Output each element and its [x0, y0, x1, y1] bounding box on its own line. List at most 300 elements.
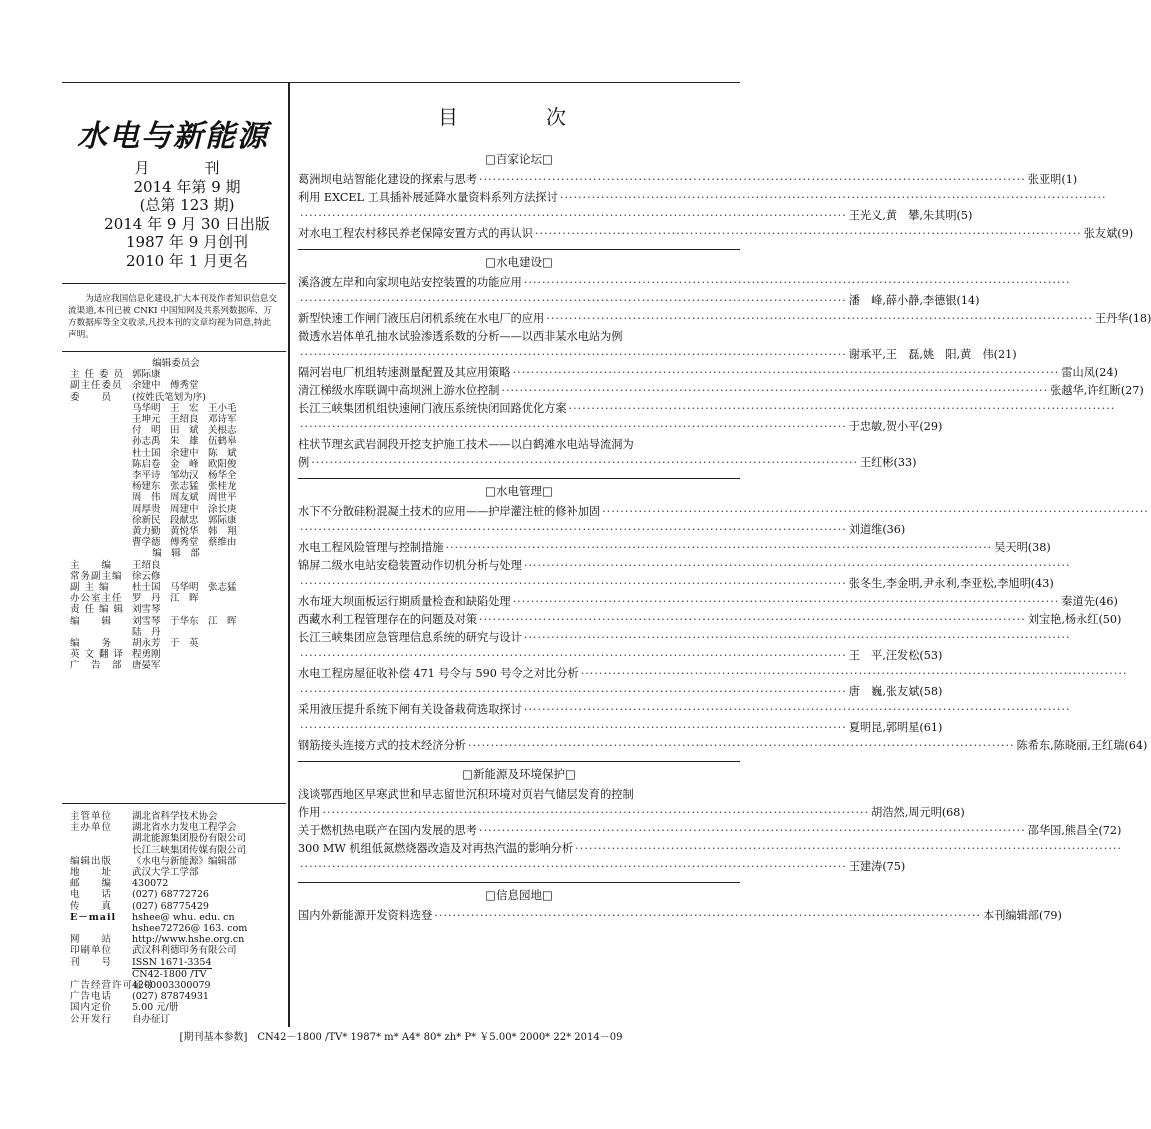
leader-dots: ························································································································ [512, 595, 1060, 608]
leader-dots: ························································································································ [300, 294, 847, 307]
board-role [70, 481, 132, 492]
leader-dots: ························································································································ [434, 909, 982, 922]
issue-line: 2010 年 1 月更名 [125, 251, 249, 270]
dept-role: 广 告 部 [70, 660, 123, 672]
board-role [70, 470, 132, 481]
toc-line [298, 328, 740, 346]
board-row [70, 380, 282, 391]
board-row [70, 369, 282, 380]
leader-dots: ························································································································ [300, 348, 847, 361]
toc-line [298, 400, 1116, 418]
toc-entry[interactable] [298, 629, 1071, 665]
toc-line [298, 346, 1017, 364]
board-heading: 编辑委员会 [152, 358, 200, 369]
info-label: 邮 编 [70, 878, 113, 890]
publication-info [70, 811, 284, 1025]
dept-role: 副 主 编 [70, 582, 110, 594]
board-members: 马华明 王 宏 王小毛 [132, 402, 237, 414]
toc-section-heading: □信息园地□ [298, 882, 740, 907]
board-members: (按姓氏笔划为序) [132, 391, 206, 403]
info-value: hshee72726@ 163. com [132, 923, 248, 935]
dept-row [70, 560, 282, 571]
board-role [70, 403, 132, 414]
board-members: 徐新民 段献忠 郭际康 [132, 514, 237, 526]
toc-entry-authors-page: 秦道先(46) [1061, 595, 1118, 608]
leader-dots: ························································································································ [575, 842, 1122, 855]
toc-line [298, 683, 943, 701]
toc-entry-title: 长江三峡集团机组快速闸门液压系统快闭回路优化方案 [298, 402, 567, 415]
toc-entry-authors-page: 刘宝艳,杨永红(50) [1027, 613, 1122, 626]
dept-row [70, 593, 282, 604]
dept-members: 杜士国 马华明 张志猛 [132, 582, 237, 594]
dept-members: 唐晏军 [132, 660, 161, 672]
info-row [70, 878, 284, 889]
toc-line [298, 719, 943, 737]
info-label: E－mail [70, 911, 117, 923]
leader-dots: ························································································································ [546, 312, 1093, 325]
info-row [70, 822, 284, 833]
toc-entry[interactable] [298, 701, 1071, 737]
leader-dots: ························································································································ [479, 613, 1026, 626]
info-value: hshee@ whu. edu. cn [132, 911, 235, 923]
toc-line [298, 665, 1128, 683]
toc-line [298, 274, 1071, 292]
board-members: 杨建东 张志猛 张桂龙 [132, 481, 237, 493]
issue-info [102, 159, 272, 270]
board-members: 陈启卷 金 峰 欧阳俊 [132, 458, 237, 470]
info-value: 5.00 元/册 [132, 1002, 179, 1014]
dept-members: 王绍良 [132, 559, 161, 571]
info-row [70, 901, 284, 912]
info-label: 地 址 [70, 867, 113, 879]
board-members: 余建中 傅秀堂 [132, 380, 199, 392]
info-label: 主管单位 [70, 811, 113, 822]
toc-line [298, 364, 1118, 382]
board-members: 曹学德 傅秀堂 蔡维由 [132, 537, 237, 549]
leader-dots: ························································································································ [580, 667, 1128, 680]
toc-entry-authors-page: 谢承平,王 磊,姚 阳,黄 伟(21) [848, 348, 1017, 361]
board-row [70, 470, 282, 481]
toc-line [298, 593, 1118, 611]
toc-entry-title: 锦屏二级水电站安稳装置动作切机分析与处理 [298, 559, 522, 572]
toc-entry[interactable] [298, 822, 1122, 840]
info-value: 湖北省水力发电工程学会 [132, 822, 237, 834]
dept-role: 英 文 翻 译 [70, 649, 125, 661]
leader-dots: ························································································································ [322, 806, 870, 819]
board-role [70, 436, 132, 447]
toc-entry-title: 300 MW 机组低氮燃烧器改造及对再热汽温的影响分析 [298, 842, 574, 855]
dept-role: 常务副主编 [70, 570, 123, 582]
toc-line [298, 557, 1071, 575]
info-row [70, 856, 284, 867]
toc-entry-authors-page: 刘道维(36) [848, 523, 906, 536]
leader-dots: ························································································································ [300, 860, 847, 873]
toc-line [298, 189, 1107, 207]
toc-entry[interactable] [298, 436, 917, 472]
info-label: 电 话 [70, 889, 113, 901]
journal-logo: 水电与新能源 [77, 119, 269, 154]
issue-line: 月 刊 [134, 159, 240, 177]
board-row [70, 403, 282, 414]
leader-dots: ························································································································ [501, 384, 1049, 397]
toc-line [298, 786, 740, 804]
toc-entry-title: 浅谈鄂西地区早寒武世和早志留世沉积环境对页岩气储层发育的控制 [298, 788, 634, 801]
column-divider [288, 83, 290, 1027]
leader-dots: ························································································································ [479, 824, 1026, 837]
info-row [70, 969, 284, 980]
info-value: 4200003300079 [132, 980, 211, 992]
board-row [70, 414, 282, 425]
leader-dots: ························································································································ [523, 703, 1071, 716]
board-role [70, 537, 132, 548]
toc-entry-title: 利用 EXCEL 工具插补展延降水量资料系列方法探讨 [298, 191, 558, 204]
toc-line [298, 737, 1148, 755]
toc-entry[interactable] [298, 611, 1122, 629]
dept-members: 陆 丹 [132, 626, 161, 638]
info-label: 广告经营许可证号 [70, 980, 155, 992]
toc-entry-authors-page: 吴天明(38) [994, 541, 1051, 554]
toc-line [298, 454, 917, 472]
dept-members: 刘雪琴 [132, 604, 161, 616]
info-value: 自办征订 [132, 1013, 171, 1025]
board-role [70, 459, 132, 470]
toc-entry-title: 溪洛渡左岸和向家坝电站安控装置的功能应用 [298, 276, 522, 289]
info-label [70, 845, 132, 856]
toc-line [298, 225, 1134, 243]
dept-role: 编 辑 [70, 615, 113, 627]
board-row [70, 436, 282, 447]
toc-entry[interactable] [298, 310, 1151, 328]
toc-line [298, 629, 1071, 647]
dept-row [70, 649, 282, 660]
toc-entry[interactable] [298, 189, 1107, 225]
copyright-notice: 为适应我国信息化建设,扩大本刊及作者知识信息交流渠道,本刊已被 CNKI 中国知网及共系列数据库、万方数据库等全文收录,凡投本刊的文章均视为同意,特此声明。 [68, 294, 277, 340]
leader-dots: ························································································································ [467, 739, 1015, 752]
leader-dots: ························································································································ [300, 209, 847, 222]
toc-entry-authors-page: 雷山凤(24) [1061, 366, 1118, 379]
toc-line [298, 907, 1062, 925]
toc-entry[interactable] [298, 225, 1134, 243]
board-row [70, 537, 282, 548]
board-members: 黄力勤 黄悦华 韩 翔 [132, 526, 237, 538]
info-label: 网 站 [70, 934, 113, 946]
issue-line: 2014 年 9 月 30 日出版 [104, 214, 270, 233]
dept-members: 程勇刚 [132, 649, 161, 661]
info-value: 《水电与新能源》编辑部 [132, 855, 237, 867]
toc-line [298, 418, 943, 436]
toc-entry-authors-page: 潘 峰,薛小静,李德银(14) [848, 294, 980, 307]
dept-row [70, 660, 282, 671]
toc-entry-title: 采用液压提升系统下闸有关设备栽荷选取探讨 [298, 703, 522, 716]
info-row [70, 889, 284, 900]
toc-entry-title: 水下不分散硅粉混凝土技术的应用——护岸灌注桩的修补加固 [298, 505, 601, 518]
info-value: CN42-1800 /TV [132, 968, 207, 980]
info-value: 湖北能源集团股份有限公司 [132, 833, 247, 845]
toc-entry[interactable] [298, 364, 1118, 382]
info-label: 刊 号 [70, 956, 113, 968]
info-row [70, 845, 284, 856]
board-members: 杜士国 余建中 陈 斌 [132, 447, 237, 459]
toc-entry[interactable] [298, 557, 1071, 593]
leader-dots: ························································································································ [300, 685, 847, 698]
toc-line [298, 575, 1054, 593]
toc-entry-title: 西藏水利工程管理存在的问题及对策 [298, 613, 478, 626]
toc-line [298, 858, 906, 876]
board-row [70, 515, 282, 526]
info-row [70, 912, 284, 923]
board-members: 付 明 田 斌 关根志 [132, 425, 237, 437]
issue-line: 1987 年 9 月创刊 [125, 233, 249, 251]
dept-row [70, 571, 282, 582]
board-role [70, 425, 132, 436]
info-value: 武汉大学工学部 [132, 867, 199, 879]
toc-line [298, 503, 1149, 521]
info-row [70, 923, 284, 934]
board-members: 周厚贵 周建中 涂长庚 [132, 503, 237, 515]
info-row [70, 1014, 284, 1025]
info-value: (027) 68772726 [132, 889, 209, 901]
board-row [70, 492, 282, 503]
toc-entry-title: 钢筋接头连接方式的技术经济分析 [298, 739, 466, 752]
toc-entry-title: 例 [298, 456, 310, 469]
toc-entry-title: 水布垭大坝面板运行期质量检查和缺陷处理 [298, 595, 511, 608]
toc-section-heading: □水电建设□ [298, 249, 740, 274]
board-role [70, 492, 132, 503]
dept-row [70, 616, 282, 627]
toc-entry-title: 清江梯级水库联调中高坝洲上游水位控制 [298, 384, 500, 397]
toc-line [298, 539, 1051, 557]
dept-role: 责 任 编 辑 [70, 604, 125, 616]
leader-dots [634, 786, 740, 804]
board-members: 周 伟 周友斌 周世平 [132, 492, 237, 504]
dept-role: 办公室主任 [70, 593, 123, 605]
toc-section-heading: □百家论坛□ [485, 152, 553, 166]
toc-line [298, 521, 906, 539]
divider [62, 803, 286, 804]
board-role [70, 526, 132, 537]
toc-entry-authors-page: 胡浩然,周元明(68) [871, 806, 965, 819]
leader-dots [634, 436, 740, 454]
toc-entry-title: 新型快速工作闸门液压启闭机系统在水电厂的应用 [298, 312, 545, 325]
info-label: 传 真 [70, 900, 113, 912]
toc-entry[interactable] [298, 593, 1118, 611]
dept-role [70, 627, 132, 638]
board-role: 主 任 委 员 [70, 369, 125, 381]
toc-line [298, 611, 1122, 629]
info-row [70, 980, 284, 991]
toc-entry-title: 作用 [298, 806, 321, 819]
toc-entry-authors-page: 王丹华(18) [1094, 312, 1151, 325]
leader-dots: ························································································································ [300, 577, 847, 590]
leader-dots [622, 328, 740, 346]
leader-dots: ························································································································ [512, 366, 1060, 379]
info-label: 广告电话 [70, 991, 113, 1003]
info-label [70, 969, 132, 980]
toc-entry-authors-page: 邵华国,熊昌全(72) [1027, 824, 1122, 837]
toc-entry-authors-page: 夏明昆,郭明星(61) [848, 721, 943, 734]
dept-members: 罗 丹 江 晖 [132, 593, 199, 605]
leader-dots: ························································································································ [568, 402, 1116, 415]
info-label: 公开发行 [70, 1013, 113, 1025]
toc-line [298, 701, 1071, 719]
board-role [70, 448, 132, 459]
toc-entry-authors-page: 王建涛(75) [848, 860, 906, 873]
toc-entry-authors-page: 王光义,黄 攀,朱其明(5) [848, 209, 973, 222]
leader-dots: ························································································································ [300, 523, 847, 536]
toc-entry-title: 国内外新能源开发资料选登 [298, 909, 433, 922]
toc-line [298, 804, 965, 822]
toc-line [298, 310, 1151, 328]
toc-line [298, 382, 1144, 400]
toc-line [298, 292, 980, 310]
info-value: 430072 [132, 878, 169, 890]
dept-role: 主 编 [70, 559, 113, 571]
info-label: 编辑出版 [70, 855, 113, 867]
info-row [70, 991, 284, 1002]
toc-entry[interactable] [298, 737, 1148, 755]
leader-dots: ························································································································ [311, 456, 858, 469]
editorial-board [70, 358, 282, 672]
toc-section-heading: □水电管理□ [298, 478, 740, 503]
board-row [70, 448, 282, 459]
toc-entry[interactable] [298, 328, 1017, 364]
toc-entry[interactable] [298, 274, 1071, 310]
toc-entry-title: 对水电工程农村移民养老保障安置方式的再认识 [298, 227, 533, 240]
board-row [70, 425, 282, 436]
info-row [70, 867, 284, 878]
toc-title: 目 次 [438, 105, 600, 129]
toc-entry-title: 水电工程房屋征收补偿 471 号令与 590 号令之对比分析 [298, 667, 579, 680]
toc-entry-authors-page: 王红彬(33) [859, 456, 917, 469]
leader-dots: ························································································································ [300, 420, 847, 433]
leader-dots: ························································································································ [523, 559, 1071, 572]
toc-line [298, 822, 1122, 840]
toc-entry-title: 长江三峡集团应急管理信息系统的研究与设计 [298, 631, 522, 644]
toc-entry-authors-page: 张友斌(9) [1083, 227, 1134, 240]
toc-entry-title: 隔河岩电厂机组转速测量配置及其应用策略 [298, 366, 511, 379]
toc-entry-title: 关于燃机热电联产在国内发展的思考 [298, 824, 478, 837]
info-value: ISSN 1671-3354 [132, 956, 212, 968]
toc-entry[interactable] [298, 665, 1128, 701]
board-row [70, 392, 282, 403]
board-members: 孙志禹 朱 雄 伍鹤皋 [132, 436, 237, 448]
masthead-column [62, 83, 286, 1027]
toc-entry-title: 水电工程风险管理与控制措施 [298, 541, 444, 554]
toc-entry[interactable] [298, 503, 1149, 539]
toc-entry[interactable] [298, 786, 965, 822]
board-role: 副主任委员 [70, 380, 123, 392]
info-label [70, 833, 132, 844]
toc-entry[interactable] [298, 840, 1122, 876]
toc-line [298, 436, 740, 454]
leader-dots: ························································································································ [445, 541, 993, 554]
dept-heading: 编 辑 部 [152, 548, 200, 560]
leader-dots: ························································································································ [300, 649, 847, 662]
toc-entry-authors-page: 张亚明(1) [1027, 173, 1078, 186]
dept-row [70, 638, 282, 649]
dept-row [70, 582, 282, 593]
toc-line [298, 647, 943, 665]
info-row [70, 945, 284, 956]
toc-entry-authors-page: 于忠敏,贺小平(29) [848, 420, 943, 433]
page-frame [62, 82, 1151, 1027]
board-members: 李平诗 邹幼汉 杨华全 [132, 470, 237, 482]
leader-dots: ························································································································ [479, 173, 1026, 186]
toc-entry-title: 柱状节理玄武岩洞段开挖支护施工技术——以白鹤滩水电站导流洞为 [298, 438, 634, 451]
info-label: 主办单位 [70, 822, 113, 834]
dept-members: 刘雪琴 于华东 江 晖 [132, 615, 237, 627]
dept-row [70, 627, 282, 638]
board-role [70, 504, 132, 515]
leader-dots: ························································································································ [602, 505, 1149, 518]
toc-entry[interactable] [298, 171, 1078, 189]
info-label: 国内定价 [70, 1002, 113, 1014]
info-value: (027) 68775429 [132, 900, 209, 912]
leader-dots: ························································································································ [534, 227, 1082, 240]
dept-members: 徐云修 [132, 570, 161, 582]
board-row [70, 481, 282, 492]
board-role [70, 414, 132, 425]
board-members: 郭际康 [132, 369, 161, 381]
toc-section-heading: □新能源及环境保护□ [298, 761, 740, 786]
toc-entry-title: 葛洲坝电站智能化建设的探索与思考 [298, 173, 478, 186]
info-label: 印刷单位 [70, 945, 113, 957]
info-row [70, 934, 284, 945]
info-label [70, 923, 132, 934]
toc-entry-authors-page: 唐 巍,张友斌(58) [848, 685, 943, 698]
info-row [70, 957, 284, 969]
info-value: 武汉科利德印务有限公司 [132, 945, 237, 957]
toc-line [298, 207, 973, 225]
toc-entry[interactable] [298, 382, 1144, 400]
divider [62, 283, 286, 284]
leader-dots: ························································································································ [523, 276, 1071, 289]
info-row [70, 833, 284, 844]
dept-row [70, 604, 282, 615]
toc-entry-authors-page: 陈希东,陈晓丽,王红瑞(64) [1016, 739, 1148, 752]
journal-parameters: [期刊基本参数] CN42－1800 /TV* 1987* m* A4* 80* zh* P* ￥5.00* 2000* 22* 2014－09 [179, 1032, 623, 1043]
toc-entry-title: 微透水岩体单孔抽水试验渗透系数的分析——以西非某水电站为例 [298, 330, 623, 343]
toc-entry-authors-page: 张冬生,李金明,尹永利,李亚松,李旭明(43) [848, 577, 1054, 590]
board-role [70, 515, 132, 526]
leader-dots: ························································································································ [559, 191, 1107, 204]
issue-line: 2014 年第 9 期 [133, 177, 241, 196]
info-value: 长江三峡集团传媒有限公司 [132, 844, 247, 856]
info-value: 湖北省科学技术协会 [132, 811, 218, 822]
info-value: (027) 87874931 [132, 991, 209, 1003]
leader-dots: ························································································································ [300, 721, 847, 734]
toc-entry[interactable] [298, 400, 1116, 436]
toc-list [298, 147, 1151, 925]
dept-role: 编 务 [70, 638, 113, 650]
toc-line [298, 840, 1122, 858]
toc-entry[interactable] [298, 907, 1062, 925]
info-row [70, 1002, 284, 1013]
toc-entry[interactable] [298, 539, 1051, 557]
info-value: http://www.hshe.org.cn [132, 934, 245, 946]
toc-entry-authors-page: 张越华,许红断(27) [1050, 384, 1144, 397]
toc-entry-authors-page: 本刊编辑部(79) [983, 909, 1062, 922]
board-role: 委 员 [70, 391, 113, 403]
dept-members: 胡永芳 于 英 [132, 638, 199, 650]
leader-dots: ························································································································ [523, 631, 1071, 644]
info-row [70, 811, 284, 822]
toc-entry-authors-page: 王 平,汪发松(53) [848, 649, 943, 662]
issue-line: (总第 123 期) [139, 196, 235, 214]
divider [62, 351, 286, 352]
board-row [70, 504, 282, 515]
board-row [70, 459, 282, 470]
